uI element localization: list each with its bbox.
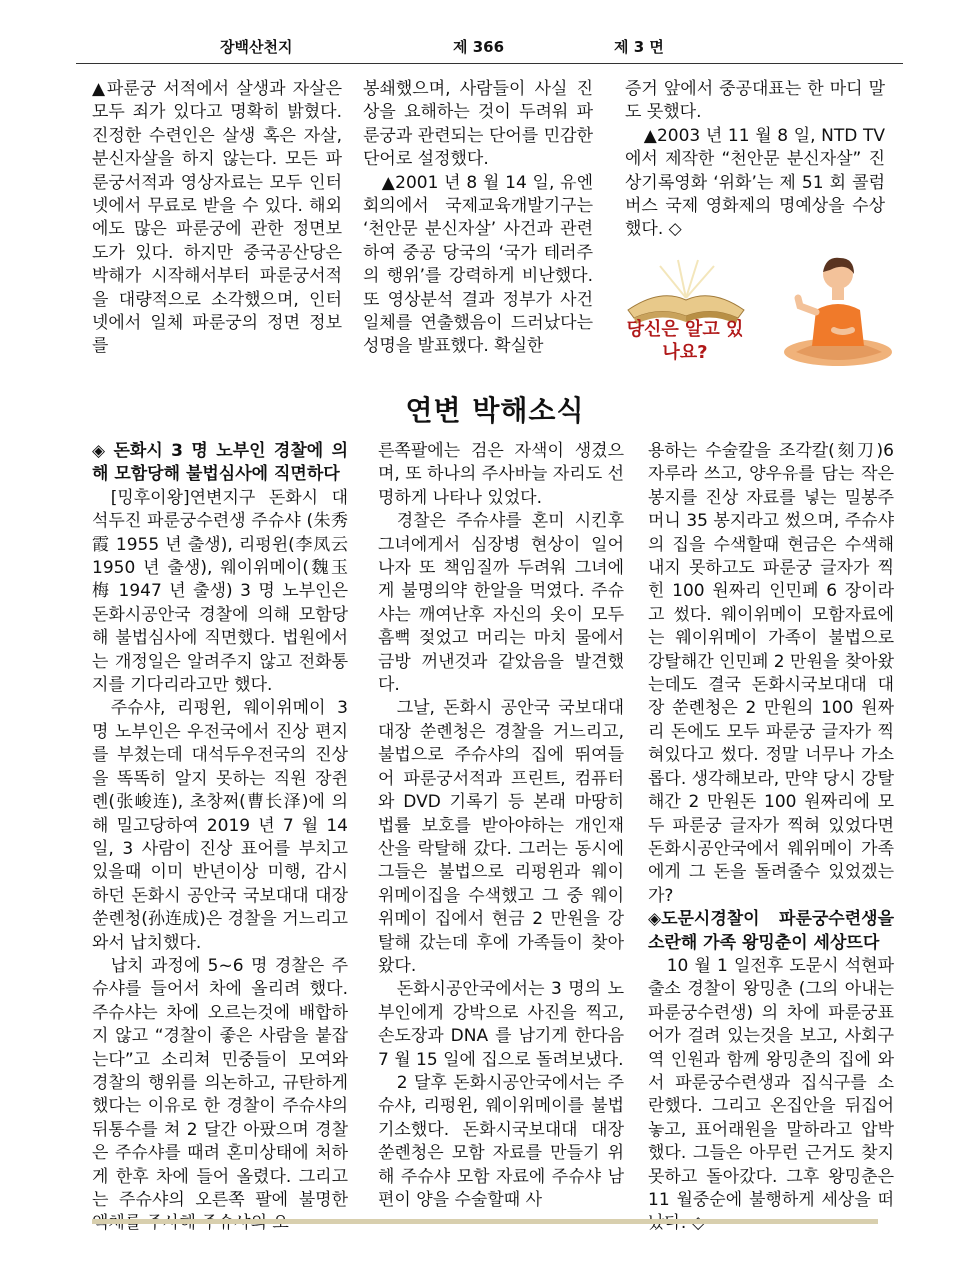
article-1-paragraph-9: 용하는 수술칼을 조각칼(刻刀)6 자루라 쓰고, 양우유를 담는 작은 봉지를 진상 자료를 넣는 밀봉주머니 35 봉지라고 썼으며, 주슈샤의 집을 수색할때 현금은 수색해내지 못하고도 파룬궁 글자가 찍힌 100 원짜리 인민페 6 장이라고 썼다. 웨이위메이 모함자료에는 웨이위메이 가족이 불법으로 강탈해간 인민페 2 만원을 찾아왔는데도 결국 돈화시국보대대 대장 쑨롄청은 2 만원의 100 원짜리 돈에도 모두 파룬궁 글자가 찍혀있다고 썼다. 정말 너무나 가소롭다. 생각해보라, 만약 당시 강탈해간 2 만원돈 100 원짜리에 모두 파룬궁 글자가 찍혀 있었다면 돈화시공안국에서 웨위메이 가족에게 그 돈을 돌려줄수 있었겠는가? — [648, 441, 894, 906]
article-1-paragraph-1: [밍후이왕]연변지구 돈화시 대석두진 파룬궁수련생 주슈샤 (朱秀霞 1955 년 출생), 리펑윈(李凤云 1950 년 출생), 웨이위메이(魏玉梅 1947 년 출생) 3 명 노부인은 돈화시공안국 경찰에 의해 모함당해 불법심사에 직면했다. 법원에서는 개정일은 알려주지 않고 전화통지를 기다리라고만 했다. — [92, 487, 348, 696]
article-1-paragraph-4: 른쪽팔에는 검은 자색이 생겼으며, 또 하나의 주사바늘 자리도 선명하게 나타나 있었다. — [378, 441, 624, 508]
page-number: 제 3 면 — [614, 38, 664, 56]
top-column-2 — [363, 78, 593, 374]
top-col2-paragraph-2: ▲2001 년 8 월 14 일, 유엔 회의에서 국제교육개발기구는 ‘천안문 분신자살’ 사건과 관련하여 중공 당국의 ‘국가 테러주의 행위’를 강력하게 비난했다. 또 영상분석 결과 정부가 사건 일체를 연출했음이 드러났다는 성명을 발표했다. 확실한 — [363, 172, 593, 357]
article-1-paragraph-8: 2 달후 돈화시공안국에서는 주슈샤, 리펑윈, 웨이위메이를 불법기소했다. 돈화시국보대대 대장 쑨롄청은 모함 자료를 만들기 위해 주슈샤 모함 자료에 주슈샤 남편이 양을 수술할때 사 — [378, 1072, 624, 1210]
article-1-paragraph-6: 그날, 돈화시 공안국 국보대대 대장 쑨롄청은 경찰을 거느리고, 불법으로 주슈샤의 집에 뛰여들어 파룬궁서적과 프린트, 컴퓨터와 DVD 기록기 등 본래 마땅히 법률 보호를 받아야하는 개인재산을 락탈해 갔다. 그러는 동시에 그들은 불법으로 리펑윈과 웨이위메이집을 수색했고 그 중 웨이위메이 집에서 현금 2 만원을 강탈해 갔는데 후에 가족들이 찾아왔다. — [378, 698, 624, 976]
article-1-paragraph-3: 납치 과정에 5~6 명 경찰은 주슈샤를 들어서 차에 올리려 했다. 주슈샤는 차에 오르는것에 배합하지 않고 “경찰이 좋은 사람을 붙잡는다”고 소리쳐 민중들이 모여와 경찰의 행위를 의논하고, 규탄하게 했다는 이유로 한 경찰이 주슈샤의 뒤통수를 쳐 2 달간 아팠으며 경찰은 주슈샤를 때려 혼미상태에 처하게 한후 차에 들어 올렸다. 그리고는 주슈샤의 오른쪽 팔에 불명한 — [92, 955, 348, 1210]
article-1-paragraph-5: 경찰은 주슈샤를 혼미 시킨후 그녀에게서 심장병 현상이 일어나자 또 책임질까 두려워 그녀에게 불명의약 한알을 먹였다. 주슈샤는 깨여난후 자신의 옷이 모두 흠뻑 젖었고 머리는 마치 물에서 금방 꺼낸것과 같았음을 발견했다. — [378, 511, 624, 696]
article-1-paragraph-7: 돈화시공안국에서는 3 명의 노부인에게 강박으로 사진을 찍고, 손도장과 DNA 를 남기게 한다음 7 월 15 일에 집으로 돌려보냈다. — [378, 979, 624, 1070]
open-book-icon — [628, 260, 744, 324]
bottom-column-2 — [378, 440, 624, 1214]
article-1-paragraph-2: 주슈샤, 리펑윈, 웨이위메이 3 명 노부인은 우전국에서 진상 편지를 부쳤는데 대석두우전국의 진상을 똑똑히 알지 못하는 직원 장쥔롄(张峻连), 초창쩌(曹长泽)에 의해 밀고당하여 2019 년 7 월 14 일, 3 사람이 진상 표어를 부치고 있을때 이미 반년이상 미행, 감시하던 돈화시 공안국 국보대대 대장 쑨롄청(孙连成)은 경찰을 거느리고 와서 납치했다. — [92, 698, 348, 953]
top-column-3 — [625, 78, 885, 244]
bottom-column-1 — [92, 440, 348, 1214]
section-title: 연변 박해소식 — [405, 394, 585, 427]
top-column-1 — [92, 78, 342, 374]
ad-caption: 당신은 알고 있나요? — [626, 319, 744, 363]
issue-number: 제 366 — [453, 38, 505, 56]
article-2-headline: ◈도문시경찰이 파룬궁수련생을 소란해 가족 왕밍춘이 세상뜨다 — [648, 909, 894, 953]
bottom-column-3 — [648, 440, 894, 1214]
meditating-woman-icon — [784, 258, 892, 366]
top-col2-paragraph-1: 봉쇄했으며, 사람들이 사실 진상을 요해하는 것이 두려워 파룬궁과 관련되는 단어를 민감한 단어로 설정했다. — [363, 79, 593, 170]
top-col3-paragraph-2: ▲2003 년 11 월 8 일, NTD TV 에서 제작한 “천안문 분신자살” 진상기록영화 ‘위화’는 제 51 회 콜럼버스 국제 영화제의 명예상을 수상했다. ◇ — [625, 125, 885, 240]
article-1-headline: ◈ 돈화시 3 명 노부인 경찰에 의해 모함당해 불법심사에 직면하다 — [92, 441, 348, 485]
top-col3-paragraph-1: 증거 앞에서 중공대표는 한 마디 말도 못했다. — [625, 79, 885, 123]
top-col1-paragraph: ▲파룬궁 서적에서 살생과 자살은 모두 죄가 있다고 명확히 밝혔다. 진정한 수련인은 살생 혹은 자살, 분신자살을 하지 않는다. 모든 파룬궁서적과 영상자료는 모두 인터넷에서 무료로 받을 수 있다. 해외에도 많은 파룬궁에 관한 정면보도가 있다. 하지만 중국공산당은 박해가 시작해서부터 파룬궁서적을 대량적으로 소각했으며, 인터넷에서 일체 파룬궁의 정면 정보를 — [92, 79, 342, 357]
paper-name: 장백산천지 — [220, 38, 293, 56]
footer-bar — [92, 1219, 878, 1224]
article-2-paragraph-1: 10 월 1 일전후 도문시 석현파출소 경찰이 왕밍춘 (그의 아내는 파룬궁수련생) 의 차에 파룬궁표어가 걸려 있는것을 보고, 사회구역 인원과 함께 왕밍춘의 집에 와서 파룬궁수련생과 집식구를 소란했다. 그리고 온집안을 뒤집어 놓고, 표어래원을 말하라고 압박했다. 그들은 아무런 근거도 찾지못하고 돌아갔다. 그후 왕밍춘은 11 월중순에 불행하게 세상을 떠 — [648, 955, 894, 1210]
header-rule — [76, 63, 903, 64]
